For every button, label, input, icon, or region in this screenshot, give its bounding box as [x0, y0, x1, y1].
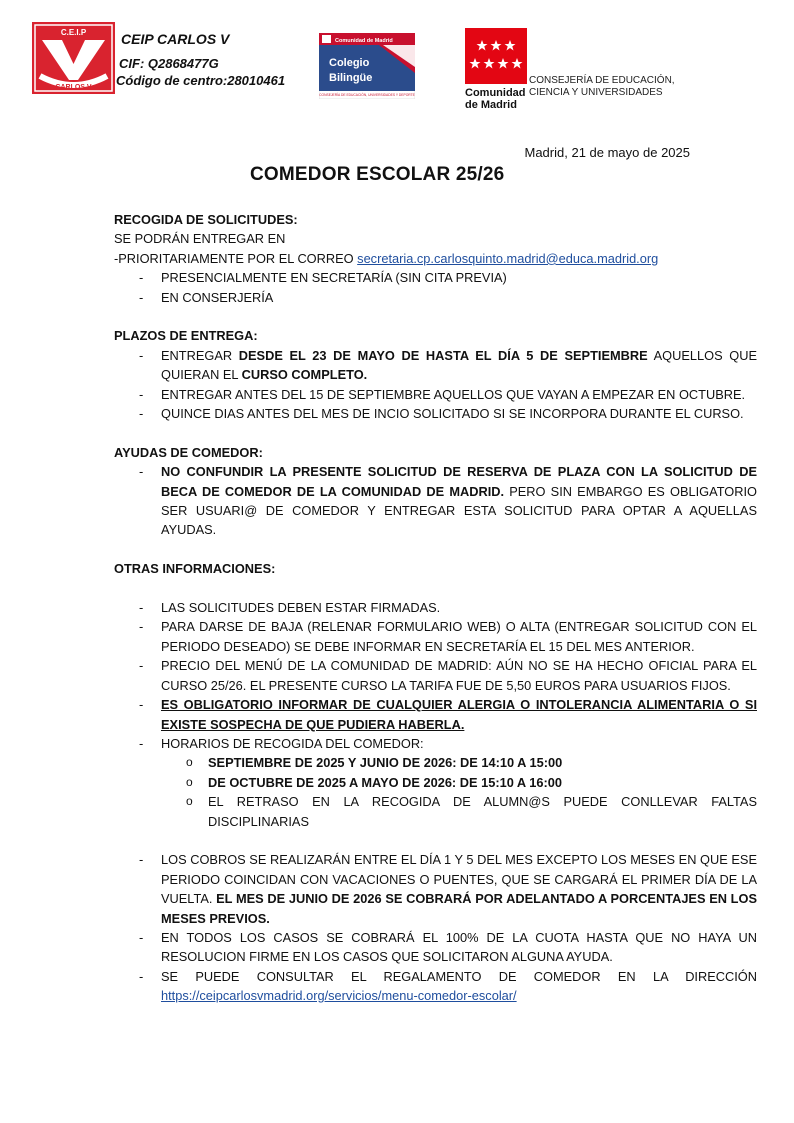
svg-text:Colegio: Colegio — [329, 57, 370, 69]
colegio-bilingue-logo — [319, 33, 415, 99]
svg-text:de Madrid: de Madrid — [465, 99, 517, 110]
school-cif: CIF: Q2868477G — [119, 56, 219, 71]
svg-text:CONSEJERÍA DE EDUCACIÓN, UNIVE: CONSEJERÍA DE EDUCACIÓN, UNIVERSIDADES Y DEPORTE — [319, 93, 415, 97]
recogida-list — [114, 268, 757, 307]
recogida-intro: SE PODRÁN ENTREGAR EN — [114, 231, 286, 247]
recogida-email-line — [114, 249, 757, 268]
list-item: - EN CONSERJERÍA — [114, 288, 757, 307]
ceip-carlos-v-logo — [32, 22, 115, 94]
list-item: - NO CONFUNDIR LA PRESENTE SOLICITUD DE RESERVA DE PLAZA CON LA SOLICITUD DE BECA DE COMEDOR DE LA COMUNIDAD DE MADRID. PERO SIN EMBARGO ES OBLIGATORIO SER USUARI@ DE COMEDOR Y ENTREGAR ESTA SOLICITUD PARA OPTAR A AQUELLAS AYUDAS. — [114, 462, 757, 540]
email-link[interactable]: secretaria.cp.carlosquinto.madrid@educa.madrid.org — [357, 250, 659, 266]
list-item — [114, 695, 757, 734]
section-heading-recogida: RECOGIDA DE SOLICITUDES: — [114, 212, 298, 227]
svg-text:Bilingüe: Bilingüe — [329, 72, 373, 84]
list-item: - EN TODOS LOS CASOS SE COBRARÁ EL 100% DE LA CUOTA HASTA QUE NO HAYA UN RESOLUCION FIRME EN LOS CASOS QUE SOLICITARON ALGUNA AYUDA. — [114, 928, 757, 967]
sublist-item: o DE OCTUBRE DE 2025 A MAYO DE 2026: DE 15:10 A 16:00 — [161, 773, 757, 792]
section-heading-ayudas: AYUDAS DE COMEDOR: — [114, 444, 263, 460]
list-item: - QUINCE DIAS ANTES DEL MES DE INCIO SOLICITADO SI SE INCORPORA DURANTE EL CURSO. — [114, 404, 757, 423]
allergy-notice: ES OBLIGATORIO INFORMAR DE CUALQUIER ALERGIA O INTOLERANCIA ALIMENTARIA O SI EXISTE SOSPECHA DE QUE PUDIERA HABERLA. — [161, 697, 757, 732]
school-code: Código de centro:28010461 — [116, 73, 286, 88]
list-item: - SE PUEDE CONSULTAR EL REGALAMENTO DE COMEDOR EN LA DIRECCIÓN https://ceipcarlosvmadrid.org/servicios/menu-comedor-escolar/ — [114, 967, 757, 1006]
horarios-sublist — [161, 753, 757, 831]
section-heading-otras: OTRAS INFORMACIONES: — [114, 561, 276, 577]
document-date: Madrid, 21 de mayo de 2025 — [524, 145, 690, 160]
consejeria-line-2: CIENCIA Y UNIVERSIDADES — [529, 87, 663, 98]
list-item: - HORARIOS DE RECOGIDA DEL COMEDOR: o SEPTIEMBRE DE 2025 Y JUNIO DE 2026: DE 14:10 A 15:00 o DE OCTUBRE DE 2025 A MAYO DE 2026: DE 15:10 A 16:00 o EL RETRASO EN LA RECOGIDA DE ALUMN@S PUEDE CONLLEVAR FALTAS DISCIPLINARIAS — [114, 734, 757, 831]
list-item: - LAS SOLICITUDES DEBEN ESTAR FIRMADAS. — [114, 598, 757, 617]
document-title: COMEDOR ESCOLAR 25/26 — [250, 164, 505, 185]
list-item: - LOS COBROS SE REALIZARÁN ENTRE EL DÍA 1 Y 5 DEL MES EXCEPTO LOS MESES EN QUE ESE PERIODO COINCIDAN CON VACACIONES O PUENTES, QUE SE CARGARÁ EL PRIMER DÍA DE LA VUELTA. EL MES DE JUNIO DE 2026 SE COBRARÁ POR ADELANTADO A PORCENTAJES EN LOS MESES PREVIOS. — [114, 850, 757, 928]
list-item: - PARA DARSE DE BAJA (RELENAR FORMULARIO WEB) O ALTA (ENTREGAR SOLICITUD CON EL PERIODO DESEADO) SE DEBE INFORMAR EN SECRETARÍA EL 15 DEL MES ANTERIOR. — [114, 617, 757, 656]
list-item: - PRECIO DEL MENÚ DE LA COMUNIDAD DE MADRID: AÚN NO SE HA HECHO OFICIAL PARA EL CURSO 25/26. EL PRESENTE CURSO LA TARIFA FUE DE 5,50 EUROS PARA USUARIOS FIJOS. — [114, 656, 757, 695]
svg-text:Comunidad de Madrid: Comunidad de Madrid — [335, 38, 393, 44]
consejeria-line-1: CONSEJERÍA DE EDUCACIÓN, — [529, 75, 675, 86]
list-item: - PRESENCIALMENTE EN SECRETARÍA (SIN CITA PREVIA) — [114, 268, 757, 287]
document-body — [114, 210, 757, 1006]
section-heading-plazos: PLAZOS DE ENTREGA: — [114, 328, 258, 344]
svg-text:Comunidad: Comunidad — [465, 87, 526, 99]
sublist-item: o SEPTIEMBRE DE 2025 Y JUNIO DE 2026: DE 14:10 A 15:00 — [161, 753, 757, 772]
consejeria-label — [529, 75, 675, 99]
ceip-logo-bottom-text: CARLOS V — [55, 84, 92, 91]
ayudas-list — [114, 462, 757, 540]
ceip-logo-top-text: C.E.I.P — [60, 28, 87, 37]
list-item: - ENTREGAR DESDE EL 23 DE MAYO DE HASTA EL DÍA 5 DE SEPTIEMBRE AQUELLOS QUE QUIERAN EL CURSO COMPLETO. — [114, 346, 757, 385]
cobros-list — [114, 850, 757, 1005]
otras-list — [114, 598, 757, 831]
comunidad-de-madrid-logo — [465, 28, 527, 110]
sublist-item: o EL RETRASO EN LA RECOGIDA DE ALUMN@S PUEDE CONLLEVAR FALTAS DISCIPLINARIAS — [161, 792, 757, 831]
plazos-list — [114, 346, 757, 424]
recogida-email-prefix: -PRIORITARIAMENTE POR EL CORREO — [114, 250, 358, 266]
reglamento-url-link[interactable]: https://ceipcarlosvmadrid.org/servicios/menu-comedor-escolar/ — [161, 988, 517, 1004]
school-name: CEIP CARLOS V — [121, 31, 230, 47]
list-item: - ENTREGAR ANTES DEL 15 DE SEPTIEMBRE AQUELLOS QUE VAYAN A EMPEZAR EN OCTUBRE. — [114, 385, 757, 404]
